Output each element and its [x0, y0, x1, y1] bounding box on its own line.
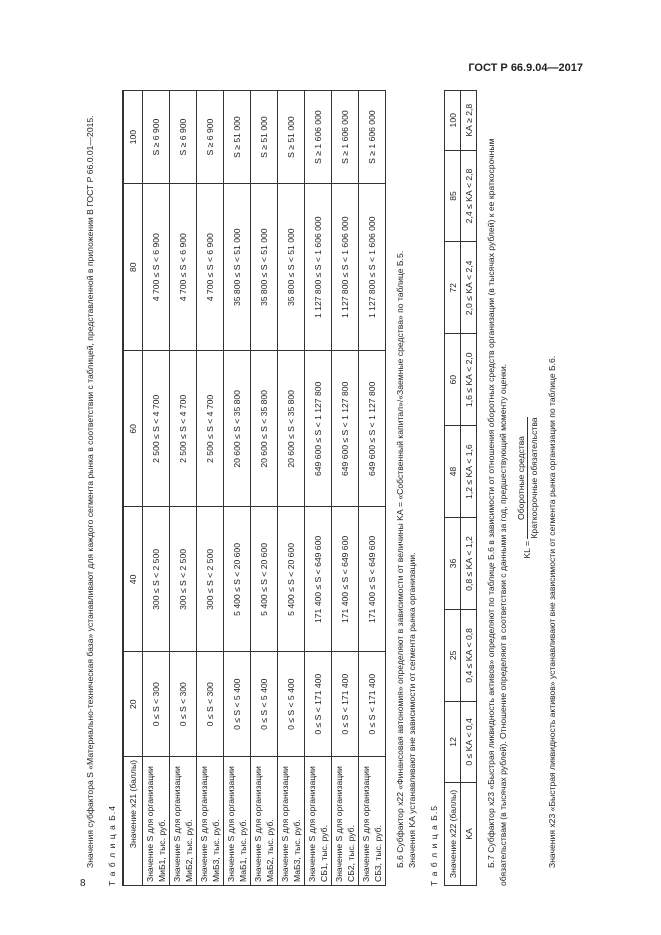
table-cell: S ≥ 1 606 000	[332, 91, 359, 184]
table-cell: 60	[445, 334, 461, 426]
table-cell: 171 400 ≤ S < 649 600	[305, 507, 332, 652]
table-row	[143, 91, 170, 886]
table-cell: Значение x21 (баллы)	[123, 757, 143, 886]
b6-paragraph: Б.6 Субфактор x22 «Финансовая автономия» определяют в зависимости от величины KА = «Собственный капитал»/«Заемные средства» по таблице Б.5.	[395, 250, 405, 868]
table-cell: 60	[123, 351, 143, 507]
table-cell: 5 400 ≤ S < 20 600	[224, 507, 251, 652]
table-cell: 40	[123, 507, 143, 652]
rotated-content	[84, 90, 557, 886]
table-cell: 5 400 ≤ S < 20 600	[251, 507, 278, 652]
table-cell: 72	[445, 242, 461, 334]
table-cell: 2 500 ≤ S < 4 700	[197, 351, 224, 507]
table-cell: 4 700 ≤ S < 6 900	[197, 184, 224, 351]
table-cell: Значение S для организации МаБ1, тыс. руб.	[224, 757, 251, 886]
table-cell: 1 127 800 ≤ S < 1 606 000	[305, 184, 332, 351]
table-cell: 100	[123, 91, 143, 184]
table-cell: Значение S для организации МиБ1, тыс. руб.	[143, 757, 170, 886]
table-cell: 300 ≤ S < 2 500	[170, 507, 197, 652]
table-cell: 20 600 ≤ S < 35 800	[224, 351, 251, 507]
document-header: ГОСТ Р 66.9.04—2017	[468, 62, 583, 74]
table-cell: 171 400 ≤ S < 649 600	[332, 507, 359, 652]
table-row	[461, 91, 477, 886]
table-cell: 0 ≤ S < 171 400	[332, 652, 359, 757]
table-cell: 35 800 ≤ S < 51 000	[251, 184, 278, 351]
table-cell: S ≥ 1 606 000	[305, 91, 332, 184]
table-row	[278, 91, 305, 886]
table-cell: S ≥ 6 900	[197, 91, 224, 184]
table-row	[305, 91, 332, 886]
table-cell: Значение S для организации МиБ2, тыс. руб.	[170, 757, 197, 886]
table-cell: 80	[123, 184, 143, 351]
formula-kl	[515, 90, 540, 886]
formula-lhs: KL =	[521, 540, 532, 559]
b7-paragraph: Б.7 Субфактор x23 «Быстрая ликвидность активов» определяют по таблице Б.6 в зависимости от отношения оборотных средств организации (в тысячах рублей) к ее краткосрочным обязательствам (в тысячах рублей). Отношение определяют в соответствии с данными за год, предшествующий моменту оценки.	[486, 138, 508, 886]
table-cell: 171 400 ≤ S < 649 600	[359, 507, 386, 652]
table-cell: 2 500 ≤ S < 4 700	[143, 351, 170, 507]
table-cell: 12	[445, 701, 461, 782]
table-cell: Значение S для организации МаБ3, тыс. руб.	[278, 757, 305, 886]
table-cell: 0,8 ≤ KА < 1,2	[461, 518, 477, 610]
table-row	[251, 91, 278, 886]
table-cell: 0 ≤ S < 171 400	[359, 652, 386, 757]
table-cell: 0 ≤ S < 300	[197, 652, 224, 757]
table-row	[332, 91, 359, 886]
table-cell: KА ≥ 2,8	[461, 91, 477, 151]
table-cell: 0 ≤ S < 5 400	[224, 652, 251, 757]
table-cell: 649 600 ≤ S < 1 127 800	[359, 351, 386, 507]
intro-paragraph: Значения субфактора S «Материально-техническая база» устанавливают для каждого сегмента рынка в соответствии с таблицей, представленной в приложении В ГОСТ Р 66.0.01—2015.	[85, 115, 95, 868]
table-cell: 36	[445, 518, 461, 610]
table-cell: 300 ≤ S < 2 500	[197, 507, 224, 652]
table-cell: 4 700 ≤ S < 6 900	[170, 184, 197, 351]
table-cell: 0 ≤ S < 171 400	[305, 652, 332, 757]
table-row	[359, 91, 386, 886]
table-cell: S ≥ 51 000	[251, 91, 278, 184]
table-row	[445, 91, 461, 886]
table-cell: S ≥ 6 900	[170, 91, 197, 184]
table-cell: 4 700 ≤ S < 6 900	[143, 184, 170, 351]
table-b5	[444, 90, 477, 886]
table-cell: Значение S для организации СБ2, тыс. руб.	[332, 757, 359, 886]
table-cell: 1,6 ≤ KА < 2,0	[461, 334, 477, 426]
table-cell: Значение S для организации СБ3, тыс. руб.	[359, 757, 386, 886]
table-cell: S ≥ 51 000	[278, 91, 305, 184]
table-cell: 100	[445, 91, 461, 151]
table-cell: 20 600 ≤ S < 35 800	[278, 351, 305, 507]
table-b4	[122, 90, 386, 886]
table-cell: Значение x22 (баллы)	[445, 783, 461, 886]
table-cell: 20 600 ≤ S < 35 800	[251, 351, 278, 507]
table-row	[224, 91, 251, 886]
table-cell: 649 600 ≤ S < 1 127 800	[305, 351, 332, 507]
table-cell: S ≥ 51 000	[224, 91, 251, 184]
table-cell: Значение S для организации МиБ3, тыс. руб.	[197, 757, 224, 886]
formula-denominator: Краткосрочные обязательства	[529, 417, 539, 539]
b7-note: Значения x23 «Быстрая ликвидность активов» устанавливают вне зависимости от сегмента рынка организации по таблице Б.6.	[547, 355, 557, 868]
table-cell: 2 500 ≤ S < 4 700	[170, 351, 197, 507]
page-number: 8	[80, 878, 86, 889]
table-row	[123, 91, 143, 886]
table-cell: 0 ≤ S < 5 400	[251, 652, 278, 757]
table-cell: 1 127 800 ≤ S < 1 606 000	[359, 184, 386, 351]
table-cell: S ≥ 1 606 000	[359, 91, 386, 184]
table-cell: 1 127 800 ≤ S < 1 606 000	[332, 184, 359, 351]
table-cell: 0 ≤ KА < 0,4	[461, 701, 477, 782]
table-cell: S ≥ 6 900	[143, 91, 170, 184]
table4-caption: Т а б л и ц а Б.4	[107, 805, 117, 886]
table-cell: 2,0 ≤ KА < 2,4	[461, 242, 477, 334]
table-cell: 2,4 ≤ KА < 2,8	[461, 150, 477, 242]
table-cell: 20	[123, 652, 143, 757]
table-cell: 1,2 ≤ KА < 1,6	[461, 426, 477, 518]
table-cell: 0,4 ≤ KА < 0,8	[461, 609, 477, 701]
table-cell: 85	[445, 150, 461, 242]
table-row	[170, 91, 197, 886]
table-cell: Значение S для организации СБ1, тыс. руб.	[305, 757, 332, 886]
table-cell: 0 ≤ S < 300	[170, 652, 197, 757]
table-cell: 35 800 ≤ S < 51 000	[224, 184, 251, 351]
table-cell: 0 ≤ S < 5 400	[278, 652, 305, 757]
b6-note: Значения KА устанавливают вне зависимости от сегмента рынка организации.	[407, 552, 417, 868]
table-cell: 5 400 ≤ S < 20 600	[278, 507, 305, 652]
table-cell: 25	[445, 609, 461, 701]
table-cell: 0 ≤ S < 300	[143, 652, 170, 757]
table-cell: 48	[445, 426, 461, 518]
table-cell: 649 600 ≤ S < 1 127 800	[332, 351, 359, 507]
table-cell: 35 800 ≤ S < 51 000	[278, 184, 305, 351]
table-cell: Значение S для организации МаБ2, тыс. руб.	[251, 757, 278, 886]
table5-caption: Т а б л и ц а Б.5	[429, 805, 439, 886]
formula-numerator: Оборотные средства	[515, 417, 528, 538]
table-cell: KА	[461, 783, 477, 886]
table-row	[197, 91, 224, 886]
table-cell: 300 ≤ S < 2 500	[143, 507, 170, 652]
